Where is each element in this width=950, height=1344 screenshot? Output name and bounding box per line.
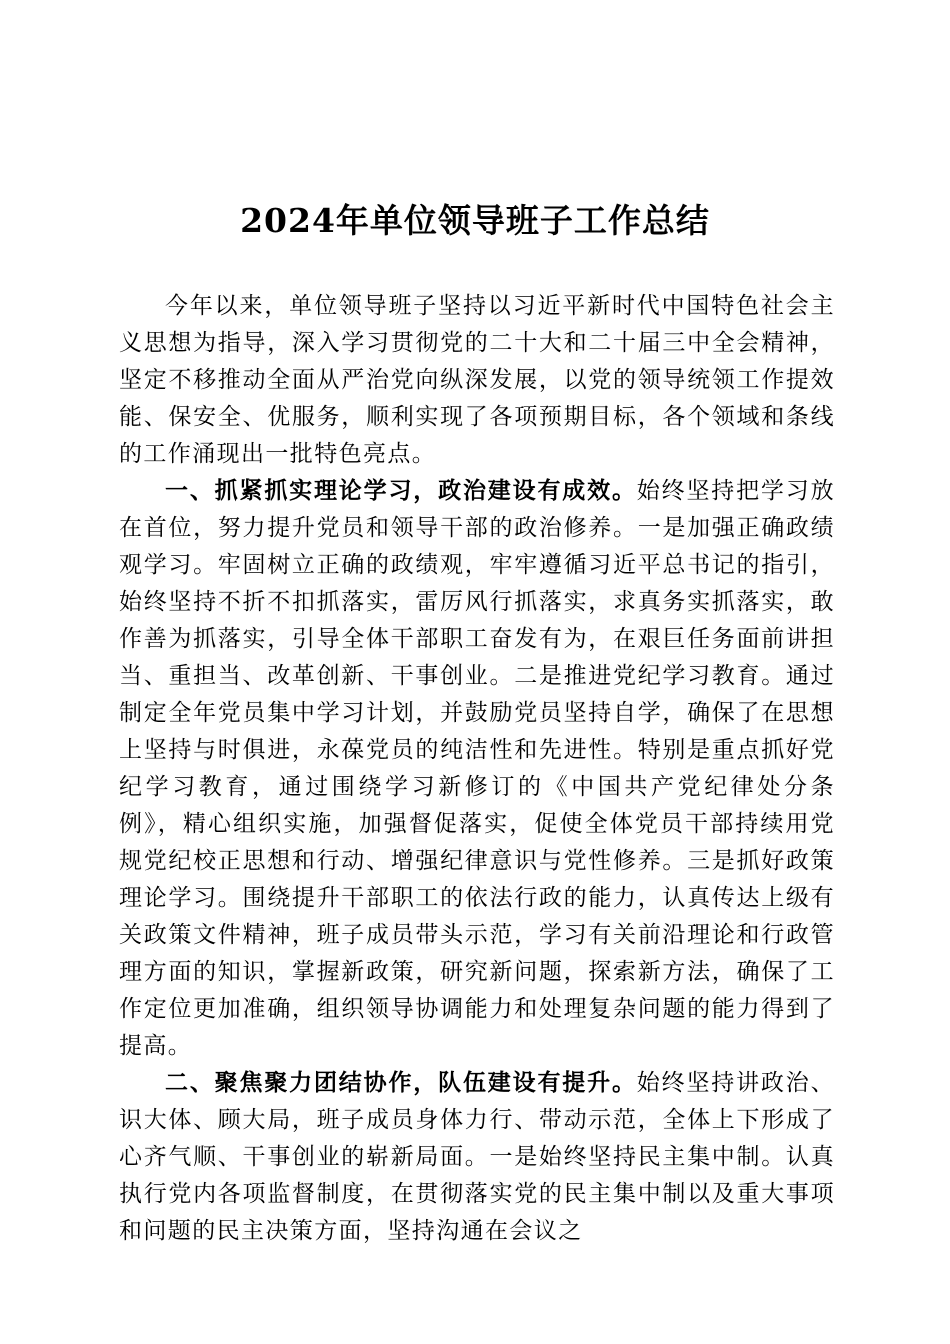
section-paragraph-1 xyxy=(119,473,835,1065)
section-text-1: 始终坚持把学习放在首位，努力提升党员和领导干部的政治修养。一是加强正确政绩观学习。牢固树立正确的政绩观，牢牢遵循习近平总书记的指引，始终坚持不折不扣抓落实，雷厉风行抓落实，求真务实抓落实，敢作善为抓落实，引导全体干部职工奋发有为，在艰巨任务面前讲担当、重担当、改革创新、干事创业。二是推进党纪学习教育。通过制定全年党员集中学习计划，并鼓励党员坚持自学，确保了在思想上坚持与时俱进，永葆党员的纯洁性和先进性。特别是重点抓好党纪学习教育，通过围绕学习新修订的《中国共产党纪律处分条例》，精心组织实施，加强督促落实，促使全体党员干部持续用党规党纪校正思想和行动、增强纪律意识与党性修养。三是抓好政策理论学习。围绕提升干部职工的依法行政的能力，认真传达上级有关政策文件精神，班子成员带头示范，学习有关前沿理论和行政管理方面的知识，掌握新政策，研究新问题，探索新方法，确保了工作定位更加准确，组织领导协调能力和处理复杂问题的能力得到了提高。 xyxy=(119,478,835,1059)
section-text-2: 始终坚持讲政治、识大体、顾大局，班子成员身体力行、带动示范，全体上下形成了心齐气顺、干事创业的崭新局面。一是始终坚持民主集中制。认真执行党内各项监督制度，在贯彻落实党的民主集中制以及重大事项和问题的民主决策方面，坚持沟通在会议之 xyxy=(119,1070,835,1244)
document-body xyxy=(119,288,835,1250)
section-heading-2: 二、聚焦聚力团结协作，队伍建设有提升。 xyxy=(165,1070,637,1096)
section-heading-1: 一、抓紧抓实理论学习，政治建设有成效。 xyxy=(165,478,637,504)
document-title: 2024年单位领导班子工作总结 xyxy=(240,201,710,240)
section-paragraph-2 xyxy=(119,1065,835,1250)
intro-paragraph: 今年以来，单位领导班子坚持以习近平新时代中国特色社会主义思想为指导，深入学习贯彻党的二十大和二十届三中全会精神，坚定不移推动全面从严治党向纵深发展，以党的领导统领工作提效能、保安全、优服务，顺利实现了各项预期目标，各个领域和条线的工作涌现出一批特色亮点。 xyxy=(119,293,835,467)
